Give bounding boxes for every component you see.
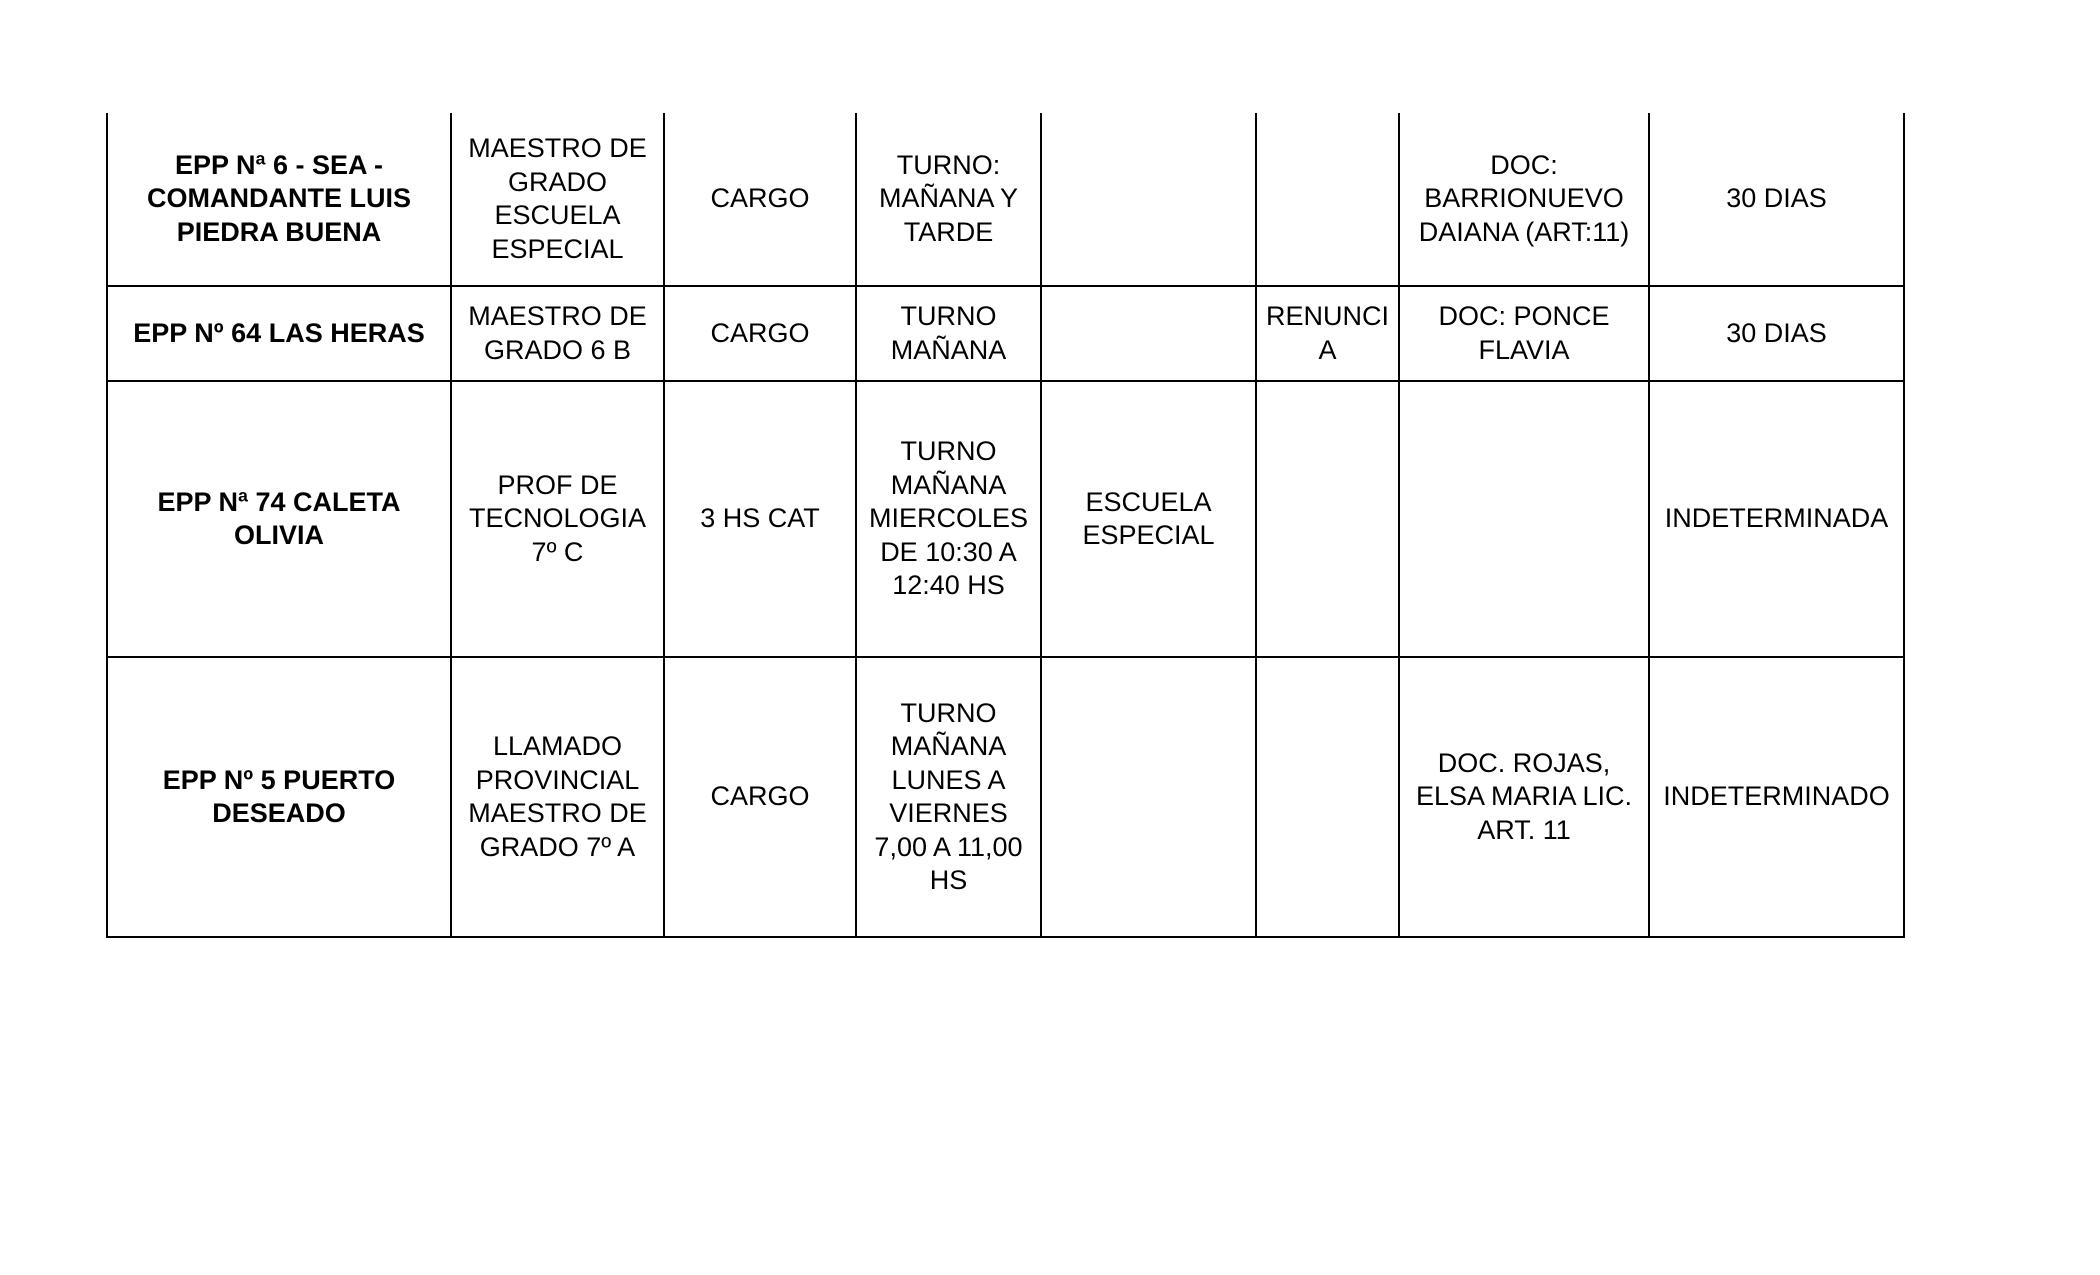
position-cell: MAESTRO DE GRADO ESCUELA ESPECIAL	[451, 113, 664, 286]
type-cell: 3 HS CAT	[664, 381, 856, 657]
table-row	[107, 657, 1904, 937]
position-cell: MAESTRO DE GRADO 6 B	[451, 286, 664, 381]
duration-cell: INDETERMINADA	[1649, 381, 1904, 657]
shift-cell: TURNO MAÑANA LUNES A VIERNES 7,00 A 11,00 HS	[856, 657, 1041, 937]
teacher-cell: DOC. ROJAS, ELSA MARIA LIC. ART. 11	[1399, 657, 1649, 937]
duration-cell: 30 DIAS	[1649, 113, 1904, 286]
teacher-cell: DOC: PONCE FLAVIA	[1399, 286, 1649, 381]
school-cell: EPP Nº 5 PUERTO DESEADO	[107, 657, 451, 937]
shift-cell: TURNO MAÑANA MIERCOLES DE 10:30 A 12:40 HS	[856, 381, 1041, 657]
school-cell: EPP Nª 6 - SEA - COMANDANTE LUIS PIEDRA BUENA	[107, 113, 451, 286]
type-cell: CARGO	[664, 113, 856, 286]
reason-cell: RENUNCI A	[1256, 286, 1399, 381]
shift-cell: TURNO: MAÑANA Y TARDE	[856, 113, 1041, 286]
note-cell	[1041, 286, 1256, 381]
duration-cell: 30 DIAS	[1649, 286, 1904, 381]
reason-cell	[1256, 381, 1399, 657]
type-cell: CARGO	[664, 657, 856, 937]
table-row	[107, 381, 1904, 657]
note-cell	[1041, 657, 1256, 937]
note-cell	[1041, 113, 1256, 286]
position-cell: PROF DE TECNOLOGIA 7º C	[451, 381, 664, 657]
duration-cell: INDETERMINADO	[1649, 657, 1904, 937]
teacher-cell: DOC: BARRIONUEVO DAIANA (ART:11)	[1399, 113, 1649, 286]
position-cell: LLAMADO PROVINCIAL MAESTRO DE GRADO 7º A	[451, 657, 664, 937]
reason-cell	[1256, 657, 1399, 937]
table-row	[107, 113, 1904, 286]
table-row	[107, 286, 1904, 381]
reason-cell	[1256, 113, 1399, 286]
vacancies-table	[106, 113, 1905, 938]
type-cell: CARGO	[664, 286, 856, 381]
note-cell: ESCUELA ESPECIAL	[1041, 381, 1256, 657]
teacher-cell	[1399, 381, 1649, 657]
shift-cell: TURNO MAÑANA	[856, 286, 1041, 381]
school-cell: EPP Nª 74 CALETA OLIVIA	[107, 381, 451, 657]
school-cell: EPP Nº 64 LAS HERAS	[107, 286, 451, 381]
